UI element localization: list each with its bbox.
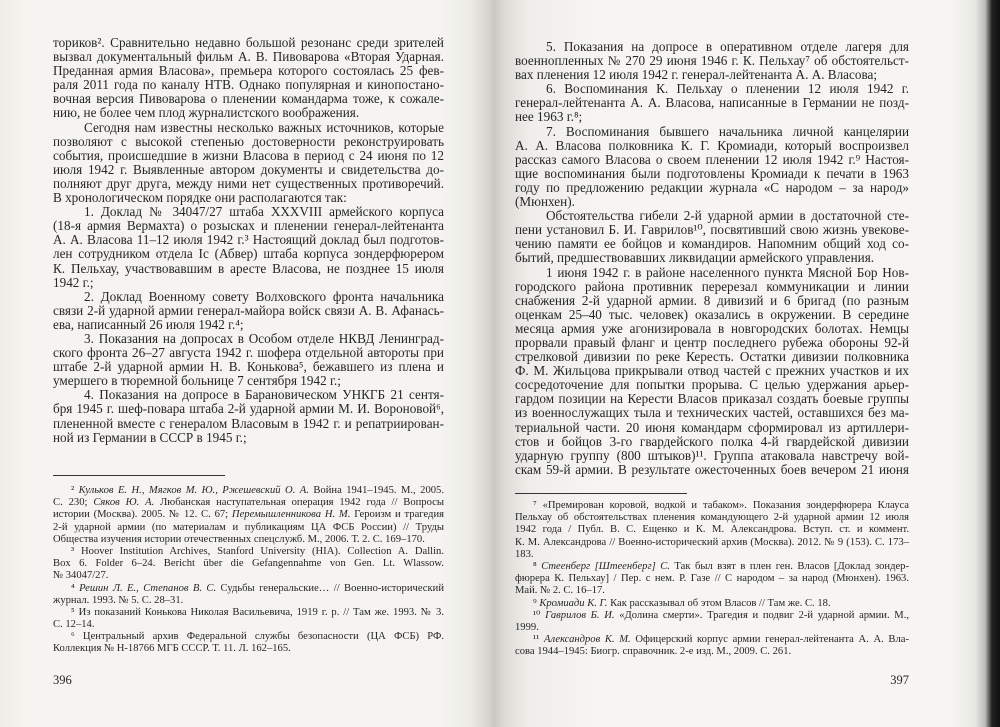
text-line: К. М. Александрова // Военно-исторический архив (Москва). 2012. № 9 (153). С. 173–	[515, 536, 909, 548]
text-line	[515, 561, 909, 573]
text-line: щие воспоминания были подготовлены Кромиади к печати в 1963	[515, 165, 909, 181]
paragraph	[53, 388, 444, 444]
footnote	[515, 634, 909, 658]
text-line: стов и бойцов 3-го гвардейского полка 4-й гвардейской дивизии	[515, 433, 909, 449]
text-line: вах пленения 12 июля 1942 г. генерал-лейтенанта А. А. Власова;	[515, 67, 878, 83]
text-line: С. 12–14.	[53, 619, 95, 631]
page-number: 396	[53, 673, 72, 687]
body-text	[53, 36, 444, 445]
right-page	[515, 0, 909, 727]
text-segment: Любанская наступательная операция 1942 года // Вопросы	[154, 497, 444, 509]
text-line	[53, 583, 444, 595]
author-name: Сяков Ю. А.	[93, 497, 155, 509]
paragraph	[53, 205, 444, 290]
text-line: 1942 года / Публ. В. С. Ещенко и К. М. Александрова. Вступ. ст. и коммент.	[515, 524, 909, 536]
footnotes	[53, 485, 444, 656]
footnote-separator	[53, 475, 225, 476]
text-line: генерал-лейтенанта А. А. Власова, написанные в Германии не позд-	[515, 95, 909, 111]
paragraph	[515, 209, 909, 265]
text-segment: ⁴	[71, 582, 80, 594]
text-line: военнопленных № 270 29 июня 1946 г. К. Пельхау⁷ об обстоятельст-	[515, 53, 909, 69]
text-line: 1942 г.;	[53, 274, 94, 290]
text-line: месяца армия уже агонизировала в новгородских болотах. Немцы	[515, 320, 909, 336]
paragraph	[53, 121, 444, 206]
text-line: году по предложению редакции журнала «С народом – за народ»	[515, 179, 909, 195]
footnote	[515, 500, 909, 561]
text-line: чению памяти ее бойцов и командиров. Напомним общий ход со-	[515, 236, 909, 252]
text-line: 5. Показания на допросе в оперативном отделе лагеря для	[546, 39, 909, 54]
text-line: бря 1945 г. шеф-повара штаба 2-й ударной армии М. И. Вороновой⁶,	[53, 401, 444, 417]
text-line: связи 2-й ударной армии генерал-майора войск связи А. В. Афанась-	[53, 302, 444, 318]
text-line: 7. Воспоминания бывшего начальника личной канцелярии	[546, 123, 909, 139]
text-line: А. А. Власова полковника К. Г. Кромиади, который воспроизвел	[515, 137, 909, 153]
text-line: сосредоточение для попытки прорыва. С целью удержания арьер-	[515, 377, 909, 393]
text-line: 3. Показания на допросах в Особом отделе НКВД Ленинград-	[84, 330, 444, 346]
footnote	[515, 561, 909, 598]
text-line: (Мюнхен).	[515, 194, 575, 210]
text-line: ⁶ Центральный архив Федеральной службы безопасности (ЦА ФСБ) РФ.	[71, 631, 444, 643]
text-line: бытий, предшествовавших ликвидации армейского управления.	[515, 250, 875, 266]
text-line: 6. Воспоминания К. Пельхау о пленении 12 июля 1942 г.	[546, 81, 909, 97]
text-line: события, происшедшие в жизни Власова в период с 24 июня по 12	[53, 147, 444, 163]
text-line: стрелковой дивизии по реке Кересть. Остатки дивизии полковника	[515, 349, 909, 365]
text-segment: ¹¹	[533, 634, 545, 646]
text-line	[53, 509, 444, 521]
text-line: 4. Показания на допросе в Барановическом УНКГБ 21 сентя-	[84, 387, 444, 403]
text-line: пени установил Б. И. Гаврилов¹⁰, посвятивший свою жизнь увекове-	[515, 222, 909, 238]
author-name: Стеенберг [Штеенберг] С.	[541, 560, 670, 572]
text-line: фюрера К. Пельхау] / Пер. с нем. Р. Газе // С народом – за народ (Мюнхен). 1963.	[515, 573, 909, 585]
text-line: Коллекция № Н-18766 МГБ СССР. Т. 11. Л. 162–165.	[53, 643, 291, 655]
text-line: В хронологическом порядке они располагаются так:	[53, 190, 347, 206]
text-line: плененной вместе с генералом Власовым в 1942 г. и репатриирован-	[53, 415, 444, 431]
body-text	[515, 40, 909, 477]
text-line	[53, 485, 444, 497]
footnote	[53, 546, 444, 583]
paragraph	[515, 40, 909, 82]
author-name: Кульков Е. Н., Мягков М. Ю., Ржешевский О. А.	[78, 485, 309, 496]
paragraph	[53, 290, 444, 332]
text-segment: ⁸	[533, 560, 542, 572]
text-line: из военнослужащих тыла и технических частей, оставшихся без ма-	[515, 405, 909, 421]
page-number: 397	[890, 673, 909, 687]
text-line: 2. Доклад Военному совету Волховского фронта начальника	[84, 288, 444, 304]
text-line	[515, 610, 909, 622]
paragraph	[53, 36, 444, 121]
text-line: ной из Германии в СССР в 1945 г.;	[53, 429, 247, 445]
text-line: Май. № 2. С. 16–17.	[515, 585, 605, 597]
text-line	[53, 497, 444, 509]
author-name: Перемышленникова Н. М.	[231, 509, 351, 521]
text-line: ториков². Сравнительно недавно большой резонанс среди зрителей	[53, 35, 444, 50]
text-line: 2-й ударной армии (по материалам и публикациям ЦА ФСБ России) // Труды	[53, 521, 444, 533]
paragraph	[515, 266, 909, 477]
footnote	[53, 631, 444, 655]
text-line: ⁵ Из показаний Конькова Николая Васильевича, 1919 г. р. // Там же. 1993. № 3.	[71, 606, 444, 618]
text-line: гардом позиции на Керести Власов приказал создать боевые группы	[515, 391, 909, 407]
text-line: 1999.	[515, 621, 539, 633]
text-line: № 34047/27.	[53, 570, 109, 582]
author-name: Александров К. М.	[544, 634, 631, 646]
text-line: Обстоятельства гибели 2-й ударной армии в достаточной сте-	[546, 208, 909, 224]
text-segment: Война 1941–1945. М., 2005.	[308, 485, 444, 496]
text-line: вызвал документальный фильм А. В. Пивоварова «Вторая Ударная.	[53, 49, 444, 65]
text-line: снабжения 2-й ударной армии. 8 дивизий и 6 бригад (по разным	[515, 292, 909, 308]
text-line: оценкам 25–40 тыс. человек) оказались в окружении. В середине	[515, 306, 909, 322]
text-line	[515, 634, 909, 646]
text-line: ³ Hoover Institution Archives, Stanford University (HIA). Collection A. Dallin.	[71, 545, 444, 557]
footnote	[53, 607, 444, 631]
text-line: ⁷ «Премирован коровой, водкой и табаком». Показания зондерфюрера Клауса	[533, 500, 909, 511]
text-line: ева, написанный 26 июля 1942 г.⁴;	[53, 316, 244, 332]
text-line: лен сотрудником отдела Ic (Абвер) штаба корпуса зондерфюрером	[53, 246, 444, 262]
paragraph	[53, 332, 444, 388]
footnote	[53, 583, 444, 607]
author-name: Кромиади К. Г.	[539, 597, 608, 609]
text-line: 1 июня 1942 г. в районе населенного пункта Мясной Бор Нов-	[546, 264, 909, 280]
text-line: нию, не более чем плод журналистского воображения.	[53, 105, 360, 121]
text-line: городского района противник перерезал коммуникации и линии	[515, 278, 909, 294]
text-segment: Судьбы генеральские… // Военно-исторический	[216, 582, 444, 594]
text-line: умершего в тюремной больнице 7 сентября 1942 г.;	[53, 373, 341, 389]
text-line: вочная версия Пивоварова о пленении командарма тоже, к сожале-	[53, 91, 444, 107]
text-line: прорвали правый фланг и центр последнего рубежа обороны 92-й	[515, 334, 909, 350]
text-segment: ¹⁰	[533, 609, 546, 621]
text-line: Box 6. Folder 6–24. Bericht über die Gefangennahme von Gen. Lt. Wlassow.	[53, 558, 444, 570]
text-line: журнал. 1993. № 5. С. 28–31.	[53, 594, 184, 606]
text-segment: «Долина смерти». Трагедия и подвиг 2-й ударной армии. М.,	[614, 609, 910, 621]
text-segment: Героизм и трагедия	[350, 509, 444, 521]
text-line: нее 1963 г.⁸;	[515, 109, 583, 125]
text-line: ударную группу (800 штыков)¹¹. Группа атаковала навстречу вой-	[515, 447, 909, 463]
footnote-separator	[515, 493, 687, 494]
text-segment: ²	[71, 485, 79, 496]
author-name: Гаврилов Б. И.	[545, 609, 615, 621]
footnote	[515, 598, 909, 610]
text-line: ского фронта 26–27 августа 1942 г. шофера отдельной автороты при	[53, 345, 444, 361]
text-line: раля 2011 года по каналу НТВ. Однако популярная и кинопостано-	[53, 77, 444, 93]
footnotes	[515, 500, 909, 658]
text-line: 183.	[515, 548, 534, 560]
text-line: К. Пельхау, участвовавшим в аресте Власова, не позднее 15 июля	[53, 260, 444, 276]
text-line: 1. Доклад № 34047/27 штаба XXXVIII армейского корпуса	[84, 204, 444, 220]
text-segment: Как рассказывал об этом Власов // Там же. С. 18.	[607, 597, 831, 609]
text-line: скам 59-й армии. В результате ожесточенных боев вечером 21 июня	[515, 461, 909, 477]
text-segment: С. 230;	[53, 497, 94, 509]
text-line: Пельхау об обстоятельствах пленения командующего 2-й ударной армии 12 июля	[515, 512, 909, 524]
text-line: рассказ самого Власова о своем пленении 12 июля 1942 г.⁹ Настоя-	[515, 151, 909, 167]
text-line: сова 1944–1945: Биогр. справочник. 2-е изд. М., 2009. С. 261.	[515, 646, 792, 658]
text-line: штабе 2-й ударной армии Н. В. Конькова⁵, бежавшего из плена и	[53, 359, 444, 375]
text-segment: Так был взят в плен ген. Власов [Доклад зондер-	[669, 560, 910, 572]
paragraph	[515, 125, 909, 210]
footnote	[515, 610, 909, 634]
text-line: полняют друг друга, между ними нет существенных противоречий.	[53, 175, 444, 191]
text-line: (18-я армия Вермахта) о розысках и пленении генерал-лейтенанта	[53, 218, 444, 234]
text-line: позволяют с высокой степенью достоверности реконструировать	[53, 133, 444, 149]
paragraph	[515, 82, 909, 124]
text-line: июля 1942 г. Выявленные автором документы и свидетельства до-	[53, 161, 444, 177]
text-line	[515, 598, 909, 610]
left-page	[53, 0, 444, 727]
text-segment: истории (Москва). 2005. № 12. С. 67;	[53, 509, 232, 521]
text-line: Преданная армия Власова», премьера которого состоялась 25 фев-	[53, 63, 444, 79]
text-line: териальной части. 20 июня командарм сформировал из артиллери-	[515, 419, 909, 435]
text-line: Общества изучения истории отечественных спецслужб. М., 2006. Т. 2. С. 169–170.	[53, 533, 425, 545]
text-line: Ф. М. Жильцова прикрывали отвод частей с прежних участков и их	[515, 363, 909, 379]
text-segment: ⁹	[533, 597, 540, 609]
author-name: Решин Л. Е., Степанов В. С.	[79, 582, 217, 594]
footnote	[53, 485, 444, 546]
text-line: А. А. Власова 11–12 июля 1942 г.³ Настоящий доклад был подготов-	[53, 232, 444, 248]
text-segment: Офицерский корпус армии генерал-лейтенанта А. А. Вла-	[630, 634, 910, 646]
text-line: Сегодня нам известны несколько важных источников, которые	[84, 119, 444, 135]
